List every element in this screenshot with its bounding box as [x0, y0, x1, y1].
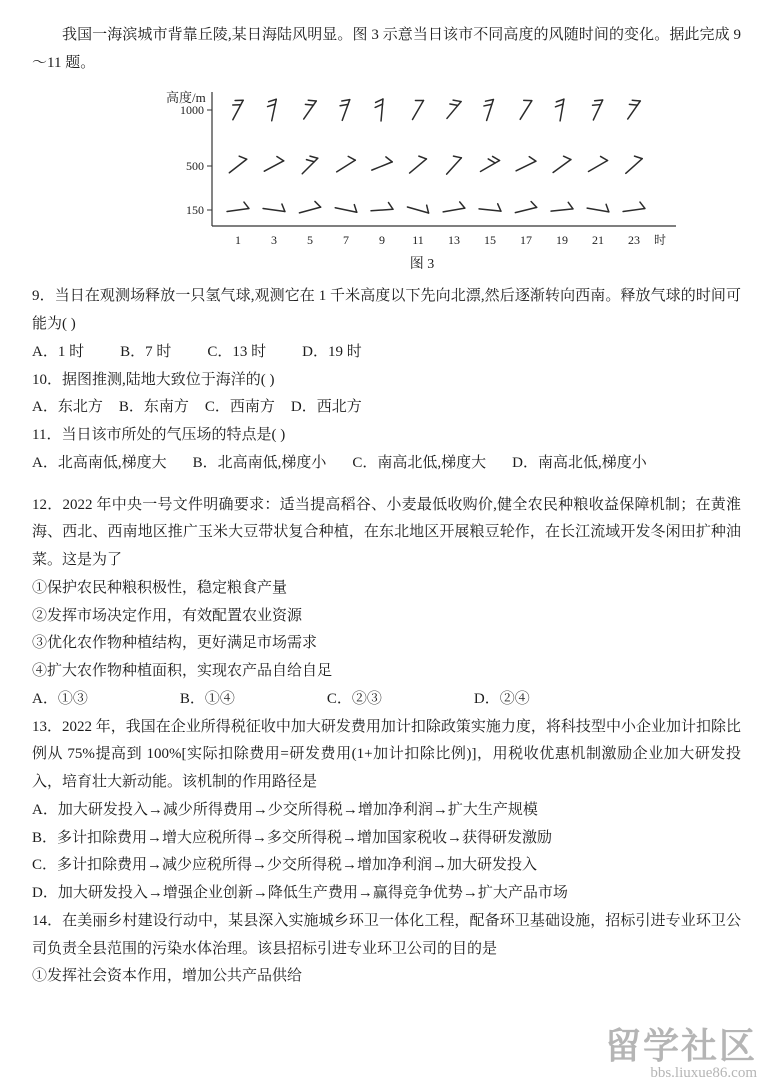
x-tick-label: 7	[343, 232, 349, 247]
question-13-option-B: B．多计扣除费用→增大应税所得→多交所得税→增加国家税收→获得研发激励	[32, 829, 553, 846]
wind-barb	[621, 153, 642, 173]
question-12-stem: 12．2022 年中央一号文件明确要求：适当提高稻谷、小麦最低收购价,健全农民种粮收益保障机制；在黄淮海、西北、西南地区推广玉米大豆带状复合种植，在东北地区开展粮豆轮作，在长江流域开发冬闲田扩种油菜。这是为了	[32, 496, 741, 569]
question-10-option-C: C．西南方	[204, 399, 275, 416]
x-tick-label: 11	[412, 232, 424, 247]
wind-barb	[336, 97, 350, 120]
question-11	[32, 422, 741, 478]
question-10-option-B: B．东南方	[118, 399, 189, 416]
intro-paragraph: 我国一海滨城市背靠丘陵,某日海陆风明显。图 3 示意当日该市不同高度的风随时间的变化。据此完成 9～11 题。	[32, 27, 741, 71]
wind-time-chart	[152, 84, 692, 278]
x-axis-unit: 时	[653, 232, 667, 247]
question-12-item-2: ②发挥市场决定作用，有效配置农业资源	[32, 607, 303, 624]
question-9-stem: 9．当日在观测场释放一只氢气球,观测它在 1 千米高度以下先向北漂,然后逐渐转向西南。释放气球的时间可能为( )	[32, 288, 741, 333]
wind-barb	[442, 97, 462, 118]
wind-barb	[263, 201, 286, 211]
question-10-options	[32, 394, 741, 422]
wind-barb	[585, 154, 608, 171]
x-tick-label: 1	[235, 232, 241, 247]
question-11-options	[32, 450, 741, 478]
y-tick-label: 150	[186, 202, 204, 217]
question-9-options	[32, 339, 741, 367]
wind-barb	[335, 200, 358, 211]
question-9	[32, 283, 741, 366]
wind-barb	[553, 97, 564, 120]
wind-barb	[587, 201, 610, 212]
wind-barb	[333, 154, 355, 172]
watermark-url: bbs.liuxue86.com	[650, 1065, 757, 1082]
question-11-option-B: B．北高南低,梯度小	[192, 454, 327, 471]
wind-barb	[261, 154, 284, 171]
wind-barb	[587, 97, 603, 120]
question-12-option-A: A．①③	[32, 690, 88, 707]
wind-barb	[406, 96, 423, 119]
chart-caption: 图 3	[409, 256, 435, 272]
question-12-option-B: B．①④	[179, 690, 235, 707]
question-14-item-1: ①发挥社会资本作用，增加公共产品供给	[32, 968, 303, 985]
question-14-stem: 14．在美丽乡村建设行动中，某县深入实施城乡环卫一体化工程，配备环卫基础设施，招标引进专业环卫公司负责全县范围的污染水体治理。该县招标引进专业环卫公司的目的是	[32, 912, 741, 957]
wind-barb	[371, 202, 393, 211]
x-tick-label: 9	[379, 232, 385, 247]
question-11-option-A: A．北高南低,梯度大	[32, 454, 167, 471]
y-tick-label: 500	[186, 158, 204, 173]
wind-barb	[369, 155, 392, 170]
wind-barb	[374, 98, 383, 121]
wind-barb	[298, 200, 321, 212]
wind-barb	[622, 201, 645, 211]
wind-barb	[442, 201, 465, 212]
question-9-option-A: A．1 时	[32, 343, 85, 360]
question-11-option-C: C．南高北低,梯度大	[352, 454, 487, 471]
wind-barb	[477, 154, 500, 171]
wind-barb	[480, 97, 493, 120]
watermark	[605, 1028, 757, 1082]
question-12-options	[32, 686, 741, 714]
wind-barb	[513, 154, 536, 170]
wind-barb	[514, 96, 532, 118]
wind-barb	[550, 201, 573, 210]
question-13	[32, 714, 741, 908]
chart-canvas	[152, 84, 692, 250]
wind-barb	[479, 201, 502, 210]
question-13-option-D: D．加大研发投入→增强企业创新→降低生产费用→赢得竞争优势→扩大产品市场	[32, 885, 568, 902]
question-13-stem: 13．2022 年，我国在企业所得税征收中加大研发费用加计扣除政策实施力度，将科技型中小企业加计扣除比例从 75%提高到 100%[实际扣除费用=研发费用(1+加计扣除比例)]，用税收优惠机制激励企业加大研发投入，培育壮大新动能。该机制的作用路径是	[32, 718, 741, 791]
wind-barb	[407, 200, 430, 213]
question-9-option-B: B．7 时	[120, 343, 172, 360]
question-14	[32, 908, 741, 991]
question-11-stem: 11．当日该市所处的气压场的特点是( )	[32, 427, 286, 444]
question-13-option-C: C．多计扣除费用→减少应税所得→少交所得税→增加净利润→加大研发投入	[32, 857, 538, 874]
wind-barb	[226, 201, 249, 211]
x-tick-label: 13	[448, 232, 460, 247]
question-12-option-D: D．②④	[473, 690, 530, 707]
wind-barb	[265, 97, 276, 120]
wind-barb	[225, 153, 247, 172]
question-9-option-C: C．13 时	[207, 343, 267, 360]
wind-barb	[622, 96, 640, 118]
question-12-item-1: ①保护农民种粮积极性，稳定粮食产量	[32, 579, 288, 596]
x-tick-label: 3	[271, 232, 277, 247]
question-10	[32, 367, 741, 423]
question-10-option-D: D．西北方	[290, 399, 362, 416]
question-12-item-3: ③优化农作物种植结构，更好满足市场需求	[32, 635, 318, 652]
wind-barb	[441, 153, 461, 174]
x-tick-label: 5	[307, 232, 313, 247]
question-12	[32, 492, 741, 714]
question-12-option-C: C．②③	[326, 690, 382, 707]
question-10-option-A: A．东北方	[32, 399, 103, 416]
question-12-item-4: ④扩大农作物种植面积，实现农产品自给自足	[32, 663, 333, 680]
wind-barb	[514, 200, 537, 212]
question-9-option-D: D．19 时	[302, 343, 362, 360]
wind-barb	[405, 153, 426, 173]
x-tick-label: 21	[592, 232, 604, 247]
wind-barb	[297, 153, 318, 174]
x-tick-label: 15	[484, 232, 496, 247]
wind-barb	[298, 96, 316, 118]
x-tick-label: 23	[628, 232, 640, 247]
y-axis-label: 高度/m	[166, 89, 206, 105]
watermark-site-name: 留学社区	[604, 1026, 757, 1067]
wind-barb	[227, 97, 244, 120]
x-tick-label: 19	[556, 232, 568, 247]
x-tick-label: 17	[520, 232, 532, 247]
question-11-option-D: D．南高北低,梯度小	[512, 454, 647, 471]
y-tick-label: 1000	[180, 102, 204, 117]
question-10-stem: 10．据图推测,陆地大致位于海洋的( )	[32, 371, 275, 388]
question-13-option-A: A．加大研发投入→减少所得费用→少交所得税→增加净利润→扩大生产规模	[32, 801, 538, 818]
questions-list	[32, 283, 741, 991]
wind-barb	[549, 153, 571, 172]
